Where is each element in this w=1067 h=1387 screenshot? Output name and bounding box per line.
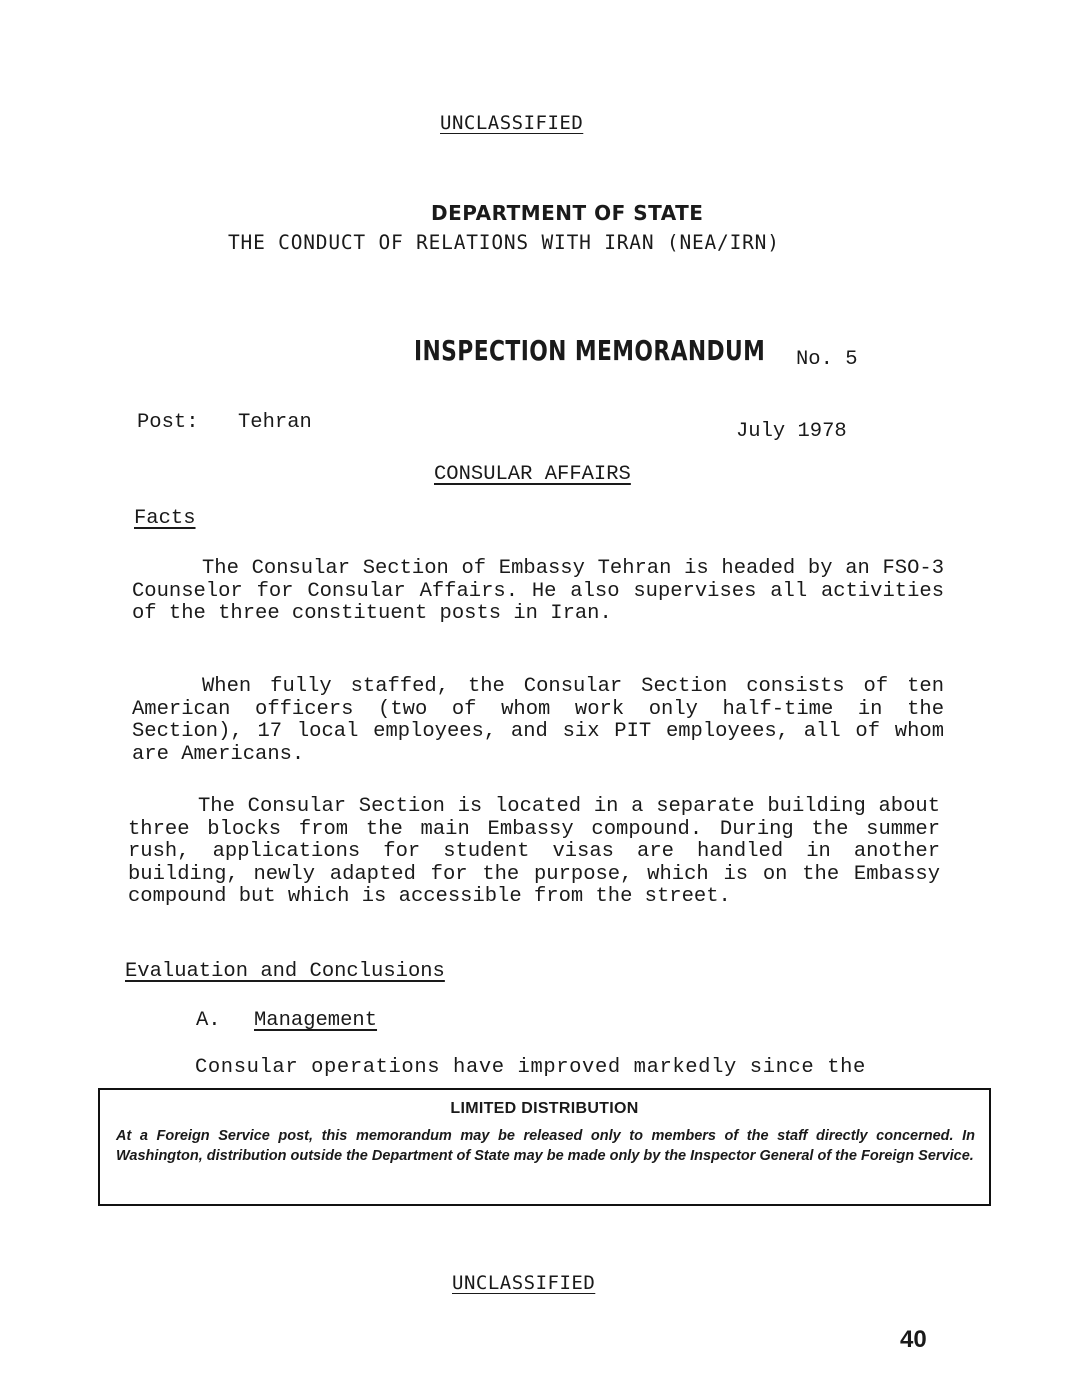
subsection-label: A.: [196, 1009, 221, 1032]
facts-paragraph-1: [132, 558, 944, 626]
subsection-title: Management: [254, 1009, 378, 1032]
classification-top: UNCLASSIFIED: [440, 112, 584, 134]
facts-paragraph-1-text: The Consular Section of Embassy Tehran is headed by an FSO-3 Counselor for Consular Affairs. He also supervises all activities of the three constituent posts in Iran.: [132, 557, 944, 625]
classification-bottom: UNCLASSIFIED: [452, 1272, 596, 1294]
memo-title: INSPECTION MEMORANDUM: [414, 334, 766, 367]
facts-heading: Facts: [134, 507, 196, 530]
limited-distribution-heading: LIMITED DISTRIBUTION: [450, 1100, 639, 1117]
facts-paragraph-2: [132, 676, 944, 766]
evaluation-first-line: Consular operations have improved markedly since the: [195, 1056, 866, 1079]
memo-number: No. 5: [796, 348, 858, 371]
section-title: CONSULAR AFFAIRS: [434, 463, 631, 486]
department-heading: DEPARTMENT OF STATE: [431, 201, 704, 225]
memo-date: July 1978: [736, 420, 847, 443]
evaluation-heading: Evaluation and Conclusions: [125, 960, 445, 983]
limited-distribution-box: [98, 1088, 991, 1206]
page-number: 40: [900, 1326, 927, 1353]
facts-paragraph-3: [128, 796, 940, 909]
facts-paragraph-3-text: The Consular Section is located in a separate building about three blocks from the main Embassy compound. During the summer rush, applications for student visas are handled in another building, newly adapted for the purpose, which is on the Embassy compound but which is accessible from the street.: [128, 795, 940, 908]
post-label: Post:: [137, 411, 199, 434]
subject-heading: THE CONDUCT OF RELATIONS WITH IRAN (NEA/IRN): [228, 231, 780, 254]
post-value: Tehran: [238, 411, 312, 434]
limited-distribution-text: At a Foreign Service post, this memorandum may be released only to members of the staff directly concerned. In Washington, distribution outside the Department of State may be made only by the Inspector General of the Foreign Service.: [116, 1128, 975, 1164]
facts-paragraph-2-text: When fully staffed, the Consular Section consists of ten American officers (two of whom work only half-time in the Section), 17 local employees, and six PIT employees, all of whom are Americans.: [132, 675, 944, 766]
